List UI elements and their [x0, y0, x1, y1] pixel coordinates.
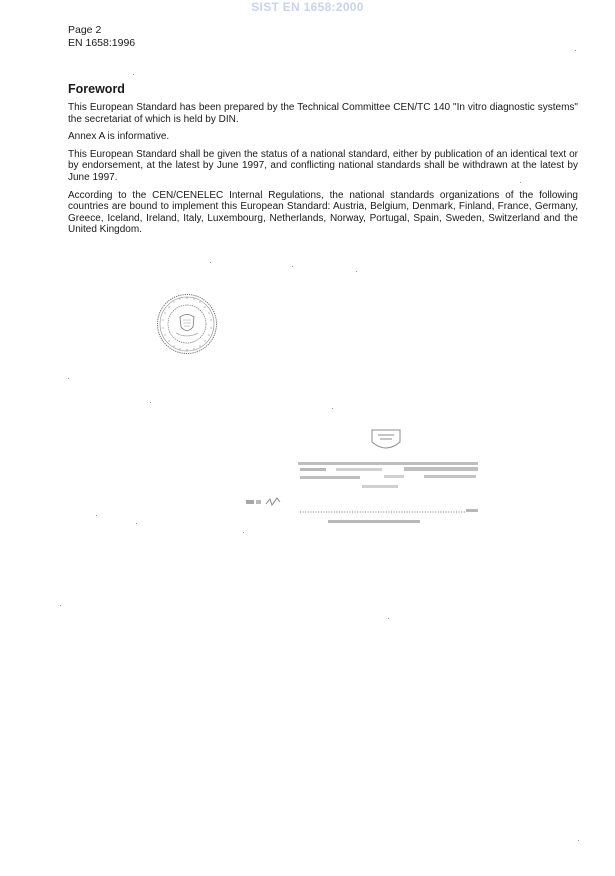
foreword-paragraph-annex: Annex A is informative. [68, 131, 170, 143]
standard-number: EN 1658:1996 [68, 37, 136, 49]
foreword-paragraph-countries: According to the CEN/CENELEC Internal Regulations, the national standards organizations of the following countries are bound to implement this European Standard: Austria, Belgium, Denmark, Finland, France, Germany, Greece, Iceland, Ireland, Italy, Luxembourg, Netherlands, Norway, Portugal, Spain, Sweden, Switzerland and the United Kingdom. [68, 189, 578, 236]
foreword-paragraph-status: This European Standard shall be given the status of a national standard, either by publication of an identical text or by endorsement, at the latest by June 1997, and conflicting national standards shall be withdrawn at the latest by June 1997. [68, 148, 578, 183]
faded-stamp-image [244, 428, 484, 534]
foreword-title: Foreword [68, 82, 125, 96]
foreword-section [68, 82, 578, 242]
page-number: Page 2 [68, 24, 102, 36]
watermark-title: SIST EN 1658:2000 [251, 0, 364, 14]
foreword-paragraph-prepared-by: This European Standard has been prepared by the Technical Committee CEN/TC 140 "In vitro diagnostic systems" the secretariat of which is held by DIN. [68, 102, 578, 125]
circular-seal-image [156, 293, 218, 355]
page-header [68, 24, 135, 50]
